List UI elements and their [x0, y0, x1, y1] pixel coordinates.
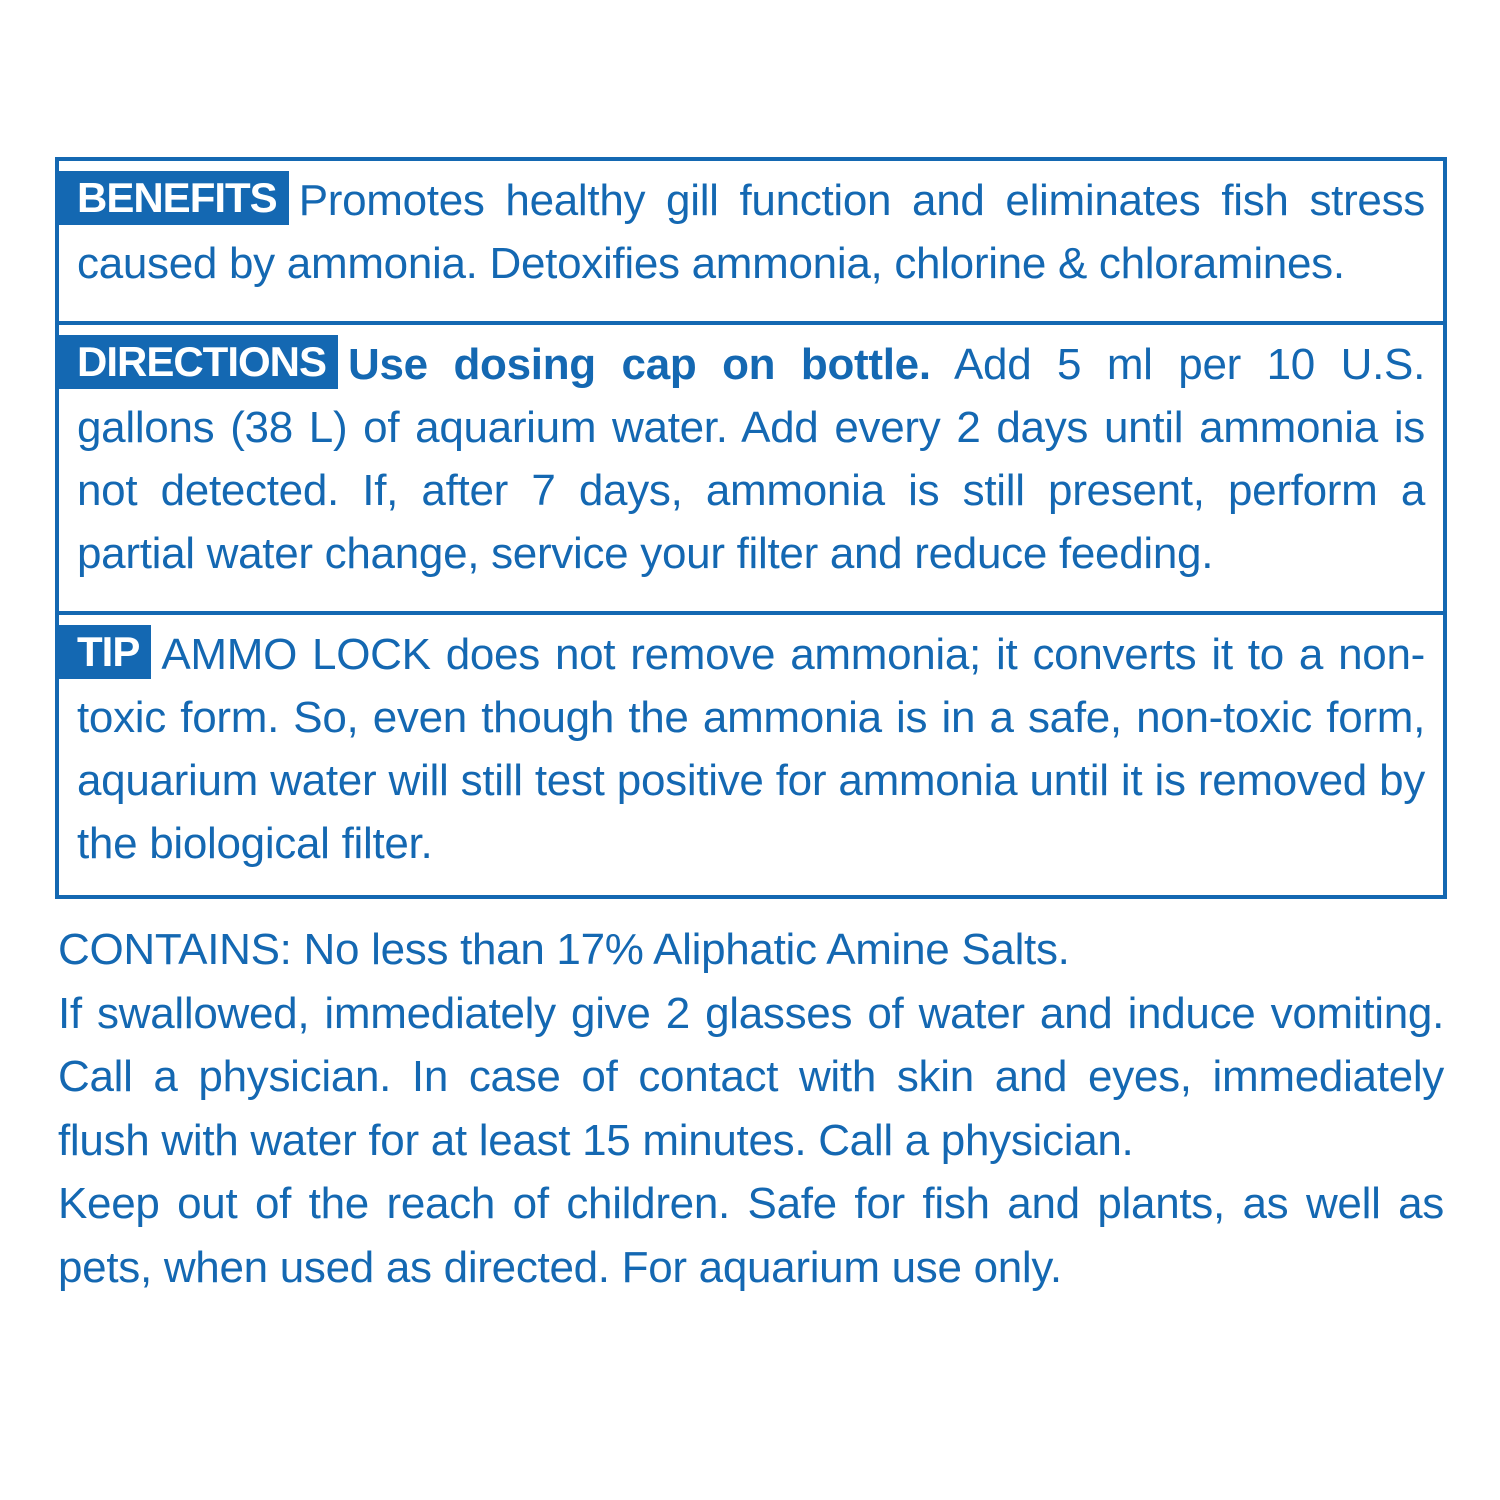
directions-tag: DIRECTIONS — [59, 335, 338, 389]
directions-lead: Use dosing cap on bottle. — [348, 340, 931, 389]
tip-text: AMMO LOCK does not remove ammonia; it converts it to a non-toxic form. So, even though the ammonia is in a safe, non-toxic form, aquarium water will still test positive for ammonia until it is removed by the biological filter. — [77, 630, 1425, 868]
directions-text: Add 5 ml per 10 U.S. gallons (38 L) of aquarium water. Add every 2 days until ammonia is not detected. If, after 7 days, ammonia is still present, perform a partial water change, service your filter and reduce feeding. — [77, 340, 1425, 578]
first-aid-warning: If swallowed, immediately give 2 glasses of water and induce vomiting. Call a physician. In case of contact with skin and eyes, immediately flush with water for at least 15 minutes. Call a physician. — [58, 988, 1444, 1165]
benefits-section — [59, 161, 1443, 325]
directions-paragraph — [77, 333, 1425, 585]
tip-section — [59, 615, 1443, 895]
safety-statement: Keep out of the reach of children. Safe for fish and plants, as well as pets, when used as directed. For aquarium use only. — [58, 1179, 1444, 1292]
footer-text-block — [58, 918, 1444, 1299]
directions-section — [59, 325, 1443, 615]
tip-tag: TIP — [59, 625, 151, 679]
contains-statement: CONTAINS: No less than 17% Aliphatic Amine Salts. — [58, 925, 1070, 974]
benefits-text: Promotes healthy gill function and eliminates fish stress caused by ammonia. Detoxifies ammonia, chlorine & chloramines. — [77, 176, 1425, 288]
benefits-paragraph — [77, 169, 1425, 295]
benefits-tag: BENEFITS — [59, 171, 289, 225]
label-panel — [55, 157, 1447, 899]
tip-paragraph — [77, 623, 1425, 875]
